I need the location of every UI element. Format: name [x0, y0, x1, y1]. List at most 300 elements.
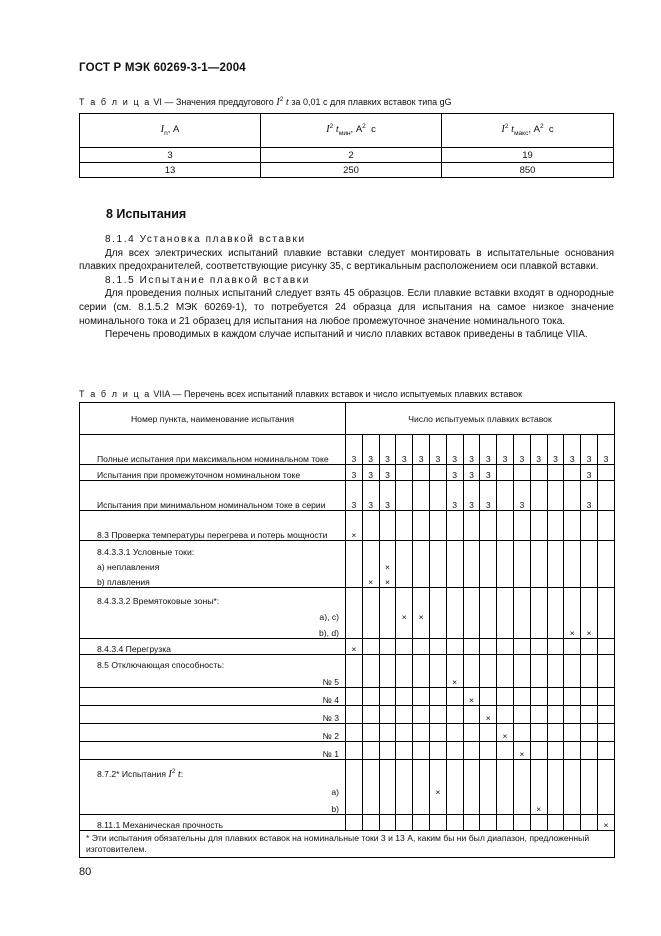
count-cell	[480, 688, 497, 706]
table-row	[80, 797, 615, 815]
count-cell	[446, 655, 463, 671]
subscript: n	[164, 129, 168, 137]
count-cell	[413, 511, 430, 541]
count-cell	[597, 511, 614, 541]
test-mark: ×	[379, 572, 396, 588]
count-cell: 3	[547, 435, 564, 465]
count-cell	[413, 588, 430, 607]
test-mark: ×	[396, 606, 413, 622]
count-cell	[547, 815, 564, 831]
count-cell	[413, 815, 430, 831]
count-cell	[362, 724, 379, 742]
count-cell	[379, 606, 396, 622]
count-cell: 3	[513, 481, 530, 511]
count-cell	[564, 706, 581, 724]
count-cell	[513, 588, 530, 607]
count-cell: 3	[346, 481, 363, 511]
count-cell	[413, 465, 430, 481]
count-cell	[446, 797, 463, 815]
row-label-text: 8.7.2* Испытания	[97, 768, 169, 779]
count-cell	[547, 557, 564, 572]
count-cell: 3	[446, 435, 463, 465]
symbol-i: I	[501, 124, 505, 136]
count-cell	[413, 760, 430, 781]
symbol-i: I	[160, 124, 165, 136]
count-cell	[530, 572, 547, 588]
count-cell	[581, 511, 598, 541]
count-cell	[547, 541, 564, 558]
count-cell	[413, 622, 430, 639]
table-row	[80, 511, 615, 541]
count-cell: 3	[581, 481, 598, 511]
count-cell: 3	[480, 465, 497, 481]
table-row	[80, 655, 615, 671]
count-cell	[497, 465, 514, 481]
test-mark: ×	[497, 724, 514, 742]
count-cell	[346, 760, 363, 781]
count-cell	[446, 639, 463, 655]
count-cell	[581, 742, 598, 760]
count-cell	[362, 639, 379, 655]
count-cell: 3	[480, 435, 497, 465]
count-cell	[429, 724, 446, 742]
count-cell: 3	[564, 435, 581, 465]
count-cell	[497, 481, 514, 511]
count-cell	[581, 815, 598, 831]
count-cell	[396, 481, 413, 511]
count-cell	[564, 655, 581, 671]
count-cell	[564, 511, 581, 541]
count-cell: 3	[480, 481, 497, 511]
table-cell: 3	[80, 148, 261, 163]
table-header-row	[80, 403, 615, 435]
count-cell: 3	[581, 435, 598, 465]
count-cell	[429, 465, 446, 481]
count-cell	[480, 588, 497, 607]
count-cell	[362, 511, 379, 541]
count-cell	[564, 797, 581, 815]
count-cell	[597, 465, 614, 481]
count-cell: 3	[362, 481, 379, 511]
count-cell: 3	[463, 465, 480, 481]
count-cell	[429, 706, 446, 724]
test-mark: ×	[446, 670, 463, 688]
count-cell	[564, 541, 581, 558]
count-cell	[379, 622, 396, 639]
count-cell	[480, 606, 497, 622]
table-cell: 850	[442, 163, 614, 178]
count-cell	[429, 797, 446, 815]
count-cell	[597, 572, 614, 588]
unit: , А	[167, 124, 180, 136]
count-cell	[446, 760, 463, 781]
count-cell	[396, 572, 413, 588]
table-row	[80, 148, 614, 163]
count-cell: 3	[446, 465, 463, 481]
count-cell	[362, 797, 379, 815]
count-cell	[497, 655, 514, 671]
count-cell: 3	[362, 465, 379, 481]
count-cell	[396, 742, 413, 760]
count-cell	[497, 815, 514, 831]
count-cell	[379, 780, 396, 797]
table-cell: 250	[261, 163, 442, 178]
count-cell	[530, 639, 547, 655]
row-label	[80, 760, 346, 781]
count-cell	[446, 588, 463, 607]
count-cell	[530, 588, 547, 607]
table-row	[80, 742, 615, 760]
table-vi-header-max	[442, 114, 614, 148]
test-mark: ×	[429, 780, 446, 797]
count-cell	[446, 780, 463, 797]
exponent: 2	[329, 123, 334, 131]
test-mark: ×	[346, 511, 363, 541]
count-cell	[413, 541, 430, 558]
count-cell	[547, 780, 564, 797]
count-cell	[513, 655, 530, 671]
count-cell	[513, 541, 530, 558]
count-cell	[497, 780, 514, 797]
count-cell	[597, 639, 614, 655]
count-cell	[581, 606, 598, 622]
count-cell	[530, 557, 547, 572]
count-cell	[597, 760, 614, 781]
count-cell	[379, 588, 396, 607]
row-label: 8.3 Проверка температуры перегрева и потерь мощности	[80, 511, 346, 541]
symbol-t: t	[335, 124, 339, 136]
count-cell: 3	[463, 481, 480, 511]
count-cell: 3	[413, 435, 430, 465]
count-cell	[497, 742, 514, 760]
unit: , А	[350, 124, 363, 136]
count-cell	[480, 622, 497, 639]
count-cell	[346, 655, 363, 671]
count-cell	[581, 706, 598, 724]
count-cell	[480, 655, 497, 671]
exponent: 2	[504, 123, 509, 131]
count-cell	[429, 622, 446, 639]
count-cell	[429, 815, 446, 831]
count-cell	[413, 724, 430, 742]
table-row	[80, 670, 615, 688]
count-cell	[497, 572, 514, 588]
count-cell	[547, 639, 564, 655]
table-row	[80, 481, 615, 511]
header-test-name: Номер пункта, наименование испытания	[80, 403, 346, 435]
row-label: № 3	[80, 706, 346, 724]
count-cell	[413, 481, 430, 511]
document-header: ГОСТ Р МЭК 60269-3-1—2004	[79, 62, 246, 74]
footnote: * Эти испытания обязательны для плавких вставок на номинальные токи 3 и 13 А, каким бы ни был диапазон, предложенный изготовителем.	[80, 831, 615, 858]
exponent: 2	[539, 123, 544, 131]
caption-number: VI	[153, 97, 162, 107]
count-cell	[581, 588, 598, 607]
count-cell	[429, 670, 446, 688]
count-cell	[480, 780, 497, 797]
count-cell	[362, 760, 379, 781]
page-number: 80	[79, 866, 92, 878]
count-cell	[429, 588, 446, 607]
count-cell	[530, 780, 547, 797]
table-row	[80, 163, 614, 178]
row-label: 8.4.3.3.2 Времятоковые зоны*:	[80, 588, 346, 607]
count-cell	[513, 706, 530, 724]
count-cell	[379, 511, 396, 541]
count-cell	[547, 572, 564, 588]
count-cell	[480, 511, 497, 541]
count-cell	[581, 572, 598, 588]
count-cell	[497, 557, 514, 572]
count-cell	[396, 511, 413, 541]
count-cell	[463, 706, 480, 724]
count-cell	[564, 815, 581, 831]
caption-number: VIIA	[153, 389, 170, 399]
count-cell	[597, 780, 614, 797]
count-cell: 3	[362, 435, 379, 465]
table-row	[80, 435, 615, 465]
count-cell	[581, 760, 598, 781]
table-row	[80, 815, 615, 831]
count-cell	[396, 670, 413, 688]
count-cell	[429, 572, 446, 588]
count-cell	[413, 655, 430, 671]
count-cell: 3	[379, 465, 396, 481]
count-cell	[396, 797, 413, 815]
row-label: 8.5 Отключающая способность:	[80, 655, 346, 671]
table-row	[80, 465, 615, 481]
row-label: № 5	[80, 670, 346, 688]
table-vi-header-min	[261, 114, 442, 148]
symbol-i: I	[168, 768, 172, 780]
table-row	[80, 724, 615, 742]
count-cell	[346, 670, 363, 688]
count-cell	[480, 724, 497, 742]
count-cell	[547, 742, 564, 760]
count-cell	[564, 688, 581, 706]
count-cell	[379, 670, 396, 688]
table-viia-caption	[79, 389, 522, 399]
count-cell	[513, 557, 530, 572]
table-row	[80, 639, 615, 655]
count-cell	[379, 760, 396, 781]
count-cell	[513, 724, 530, 742]
test-mark: ×	[530, 797, 547, 815]
count-cell	[530, 481, 547, 511]
count-cell	[362, 606, 379, 622]
subsection-814-title: 8.1.4 Установка плавкой вставки	[105, 234, 306, 245]
count-cell	[429, 481, 446, 511]
count-cell	[530, 622, 547, 639]
count-cell	[581, 670, 598, 688]
count-cell	[530, 742, 547, 760]
count-cell	[530, 465, 547, 481]
count-cell	[463, 557, 480, 572]
table-row	[80, 606, 615, 622]
count-cell	[581, 780, 598, 797]
count-cell	[396, 706, 413, 724]
header-sample-count: Число испытуемых плавких вставок	[346, 403, 615, 435]
count-cell	[396, 760, 413, 781]
count-cell	[379, 655, 396, 671]
count-cell	[597, 588, 614, 607]
count-cell	[564, 465, 581, 481]
count-cell	[463, 606, 480, 622]
table-row	[80, 760, 615, 781]
count-cell	[480, 742, 497, 760]
count-cell	[379, 541, 396, 558]
count-cell	[547, 797, 564, 815]
unit: , А	[528, 124, 540, 136]
count-cell	[463, 511, 480, 541]
count-cell	[581, 541, 598, 558]
count-cell	[346, 572, 363, 588]
row-label: Испытания при минимальном номинальном токе в серии	[80, 481, 346, 511]
count-cell	[547, 724, 564, 742]
count-cell	[396, 688, 413, 706]
caption-text: — Значения преддугового	[161, 97, 277, 107]
count-cell	[513, 797, 530, 815]
count-cell	[446, 622, 463, 639]
count-cell	[396, 588, 413, 607]
count-cell	[429, 655, 446, 671]
count-cell	[581, 639, 598, 655]
caption-exponent: 2	[279, 96, 284, 103]
count-cell	[346, 706, 363, 724]
count-cell	[513, 465, 530, 481]
test-mark: ×	[597, 815, 614, 831]
count-cell	[379, 706, 396, 724]
count-cell	[547, 622, 564, 639]
count-cell: 3	[513, 435, 530, 465]
row-label: Испытания при промежуточном номинальном токе	[80, 465, 346, 481]
subsection-815-text: Для проведения полных испытаний следует взять 45 образцов. Если плавкие вставки входят в однородные серии (см. 8.1.5.2 МЭК 60269-1), то потребуется 24 образца для испытания на самое низкое значение номинального тока и 21 образец для испытания на любое промежуточное значение номинального тока.	[79, 288, 614, 327]
count-cell	[597, 742, 614, 760]
test-mark: ×	[413, 606, 430, 622]
symbol-t: t	[511, 124, 515, 136]
table-row	[80, 688, 615, 706]
count-cell	[530, 655, 547, 671]
table-row	[80, 588, 615, 607]
table-footnote-row	[80, 831, 615, 858]
count-cell	[597, 655, 614, 671]
caption-label: Т а б л и ц а	[79, 389, 151, 399]
count-cell	[463, 541, 480, 558]
test-mark: ×	[564, 622, 581, 639]
count-cell	[446, 606, 463, 622]
count-cell	[497, 760, 514, 781]
count-cell	[346, 541, 363, 558]
count-cell	[446, 688, 463, 706]
count-cell: 3	[346, 435, 363, 465]
count-cell	[463, 724, 480, 742]
count-cell	[362, 541, 379, 558]
table-row	[80, 541, 615, 558]
count-cell	[564, 670, 581, 688]
symbol-i: I	[326, 124, 330, 136]
caption-symbol-t: t	[285, 97, 289, 108]
count-cell	[362, 780, 379, 797]
count-cell	[379, 639, 396, 655]
count-cell	[413, 688, 430, 706]
count-cell: 3	[396, 435, 413, 465]
count-cell	[413, 557, 430, 572]
count-cell	[429, 557, 446, 572]
count-cell	[530, 688, 547, 706]
table-viia	[79, 402, 615, 858]
count-cell	[446, 706, 463, 724]
count-cell	[581, 688, 598, 706]
count-cell: 3	[446, 481, 463, 511]
count-cell	[362, 588, 379, 607]
row-label: № 1	[80, 742, 346, 760]
subscript: мин	[338, 130, 351, 138]
count-cell	[547, 465, 564, 481]
count-cell	[346, 780, 363, 797]
count-cell	[564, 760, 581, 781]
count-cell	[513, 622, 530, 639]
count-cell	[362, 815, 379, 831]
count-cell: 3	[497, 435, 514, 465]
count-cell	[497, 670, 514, 688]
count-cell	[497, 622, 514, 639]
count-cell	[497, 541, 514, 558]
count-cell	[413, 780, 430, 797]
count-cell	[396, 780, 413, 797]
count-cell	[346, 724, 363, 742]
row-label: b), d)	[80, 622, 346, 639]
count-cell	[362, 557, 379, 572]
symbol-t: t	[177, 768, 181, 780]
count-cell	[346, 622, 363, 639]
unit: с	[371, 124, 376, 136]
count-cell	[547, 688, 564, 706]
count-cell	[497, 706, 514, 724]
count-cell	[463, 797, 480, 815]
table-row	[80, 706, 615, 724]
table-row	[80, 557, 615, 572]
count-cell	[446, 742, 463, 760]
count-cell	[564, 780, 581, 797]
count-cell	[597, 481, 614, 511]
count-cell: 3	[379, 481, 396, 511]
count-cell	[480, 797, 497, 815]
count-cell	[564, 606, 581, 622]
count-cell	[547, 706, 564, 724]
count-cell	[564, 572, 581, 588]
count-cell	[597, 541, 614, 558]
count-cell	[530, 670, 547, 688]
count-cell	[379, 724, 396, 742]
count-cell	[530, 511, 547, 541]
caption-text-end: за 0,01 с для плавких вставок типа gG	[288, 97, 452, 107]
subscript: макс	[514, 130, 529, 138]
count-cell	[463, 622, 480, 639]
caption-text: — Перечень всех испытаний плавких вставок и число испытуемых плавких вставок	[169, 389, 523, 399]
count-cell	[581, 655, 598, 671]
count-cell	[429, 688, 446, 706]
count-cell	[346, 688, 363, 706]
count-cell	[513, 639, 530, 655]
count-cell	[564, 481, 581, 511]
count-cell	[513, 572, 530, 588]
count-cell	[564, 724, 581, 742]
count-cell: 3	[463, 435, 480, 465]
count-cell	[480, 639, 497, 655]
count-cell	[547, 655, 564, 671]
exponent: 2	[171, 767, 176, 775]
count-cell	[429, 606, 446, 622]
